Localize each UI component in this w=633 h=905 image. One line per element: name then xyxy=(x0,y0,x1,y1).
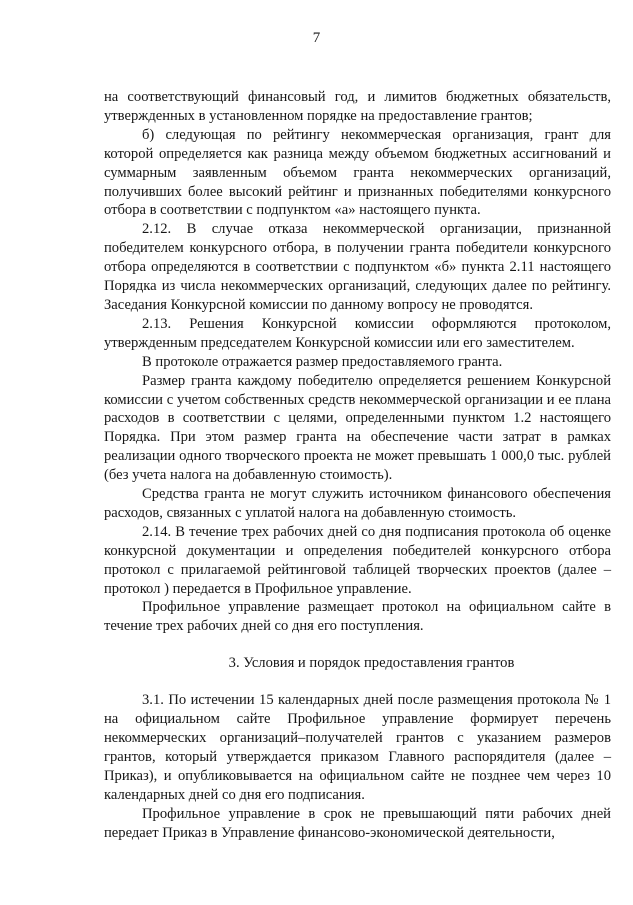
page-number: 7 xyxy=(312,30,321,46)
paragraph-2-13: 2.13. Решения Конкурсной комиссии оформляются протоколом, утвержденным председателем Конкурсной комиссии или его заместителем. xyxy=(104,315,611,351)
paragraph-protocol-publication: Профильное управление размещает протокол на официальном сайте в течение трех рабочих дней со дня его поступления. xyxy=(104,599,611,635)
document-body xyxy=(104,88,611,842)
section-heading: 3. Условия и порядок предоставления грантов xyxy=(228,655,515,672)
paragraph-grant-amount: Размер гранта каждому победителю определяется решением Конкурсной комиссии с учетом собственных средств некоммерческой организации и ее плана расходов в соответствии с целями, определенными пунктом 1.2 настоящего Порядка. При этом размер гранта на обеспечение части затрат в рамках реализации одного творческого проекта не может превышать 1 000,0 тыс. рублей (без учета налога на добавленную стоимость). xyxy=(104,372,611,484)
paragraph-protocol-grant-size: В протоколе отражается размер предоставляемого гранта. xyxy=(142,353,503,370)
paragraph-order-transfer: Профильное управление в срок не превышающий пяти рабочих дней передает Приказ в Управление финансово-экономической деятельности, xyxy=(104,805,611,841)
paragraph-2-12: 2.12. В случае отказа некоммерческой организации, признанной победителем конкурсного отбора, в получении гранта победители конкурсного отбора определяются в соответствии с подпунктом «б» пункта 2.11 настоящего Порядка из числа некоммерческих организаций, следующих далее по рейтингу. Заседания Конкурсной комиссии по данному вопросу не проводятся. xyxy=(104,221,611,313)
paragraph-3-1: 3.1. По истечении 15 календарных дней после размещения протокола № 1 на официальном сайте Профильное управление формирует перечень некоммерческих организаций–получателей грантов с указанием размеров грантов, который утверждается приказом Главного распорядителя (далее – Приказ), и опубликовывается на официальном сайте не позднее чем через 10 календарных дней со дня его подписания. xyxy=(104,692,611,803)
paragraph-continuation: на соответствующий финансовый год, и лимитов бюджетных обязательств, утвержденных в установленном порядке на предоставление грантов; xyxy=(104,89,611,124)
paragraph-2-14: 2.14. В течение трех рабочих дней со дня подписания протокола об оценке конкурсной документации и определения победителей конкурсного отбора протокол с прилагаемой рейтинговой таблицей творческих проектов (далее – протокол ) передается в Профильное управление. xyxy=(104,523,611,597)
paragraph-vat: Средства гранта не могут служить источником финансового обеспечения расходов, связанных с уплатой налога на добавленную стоимость. xyxy=(104,486,611,521)
paragraph-subitem-b: б) следующая по рейтингу некоммерческая организация, грант для которой определяется как разница между объемом бюджетных ассигнований и суммарным заявленным объемом гранта некоммерческих организаций, получивших более высокий рейтинг и признанных победителями конкурсного отбора в соответствии с подпунктом «а» настоящего пункта. xyxy=(104,126,611,219)
